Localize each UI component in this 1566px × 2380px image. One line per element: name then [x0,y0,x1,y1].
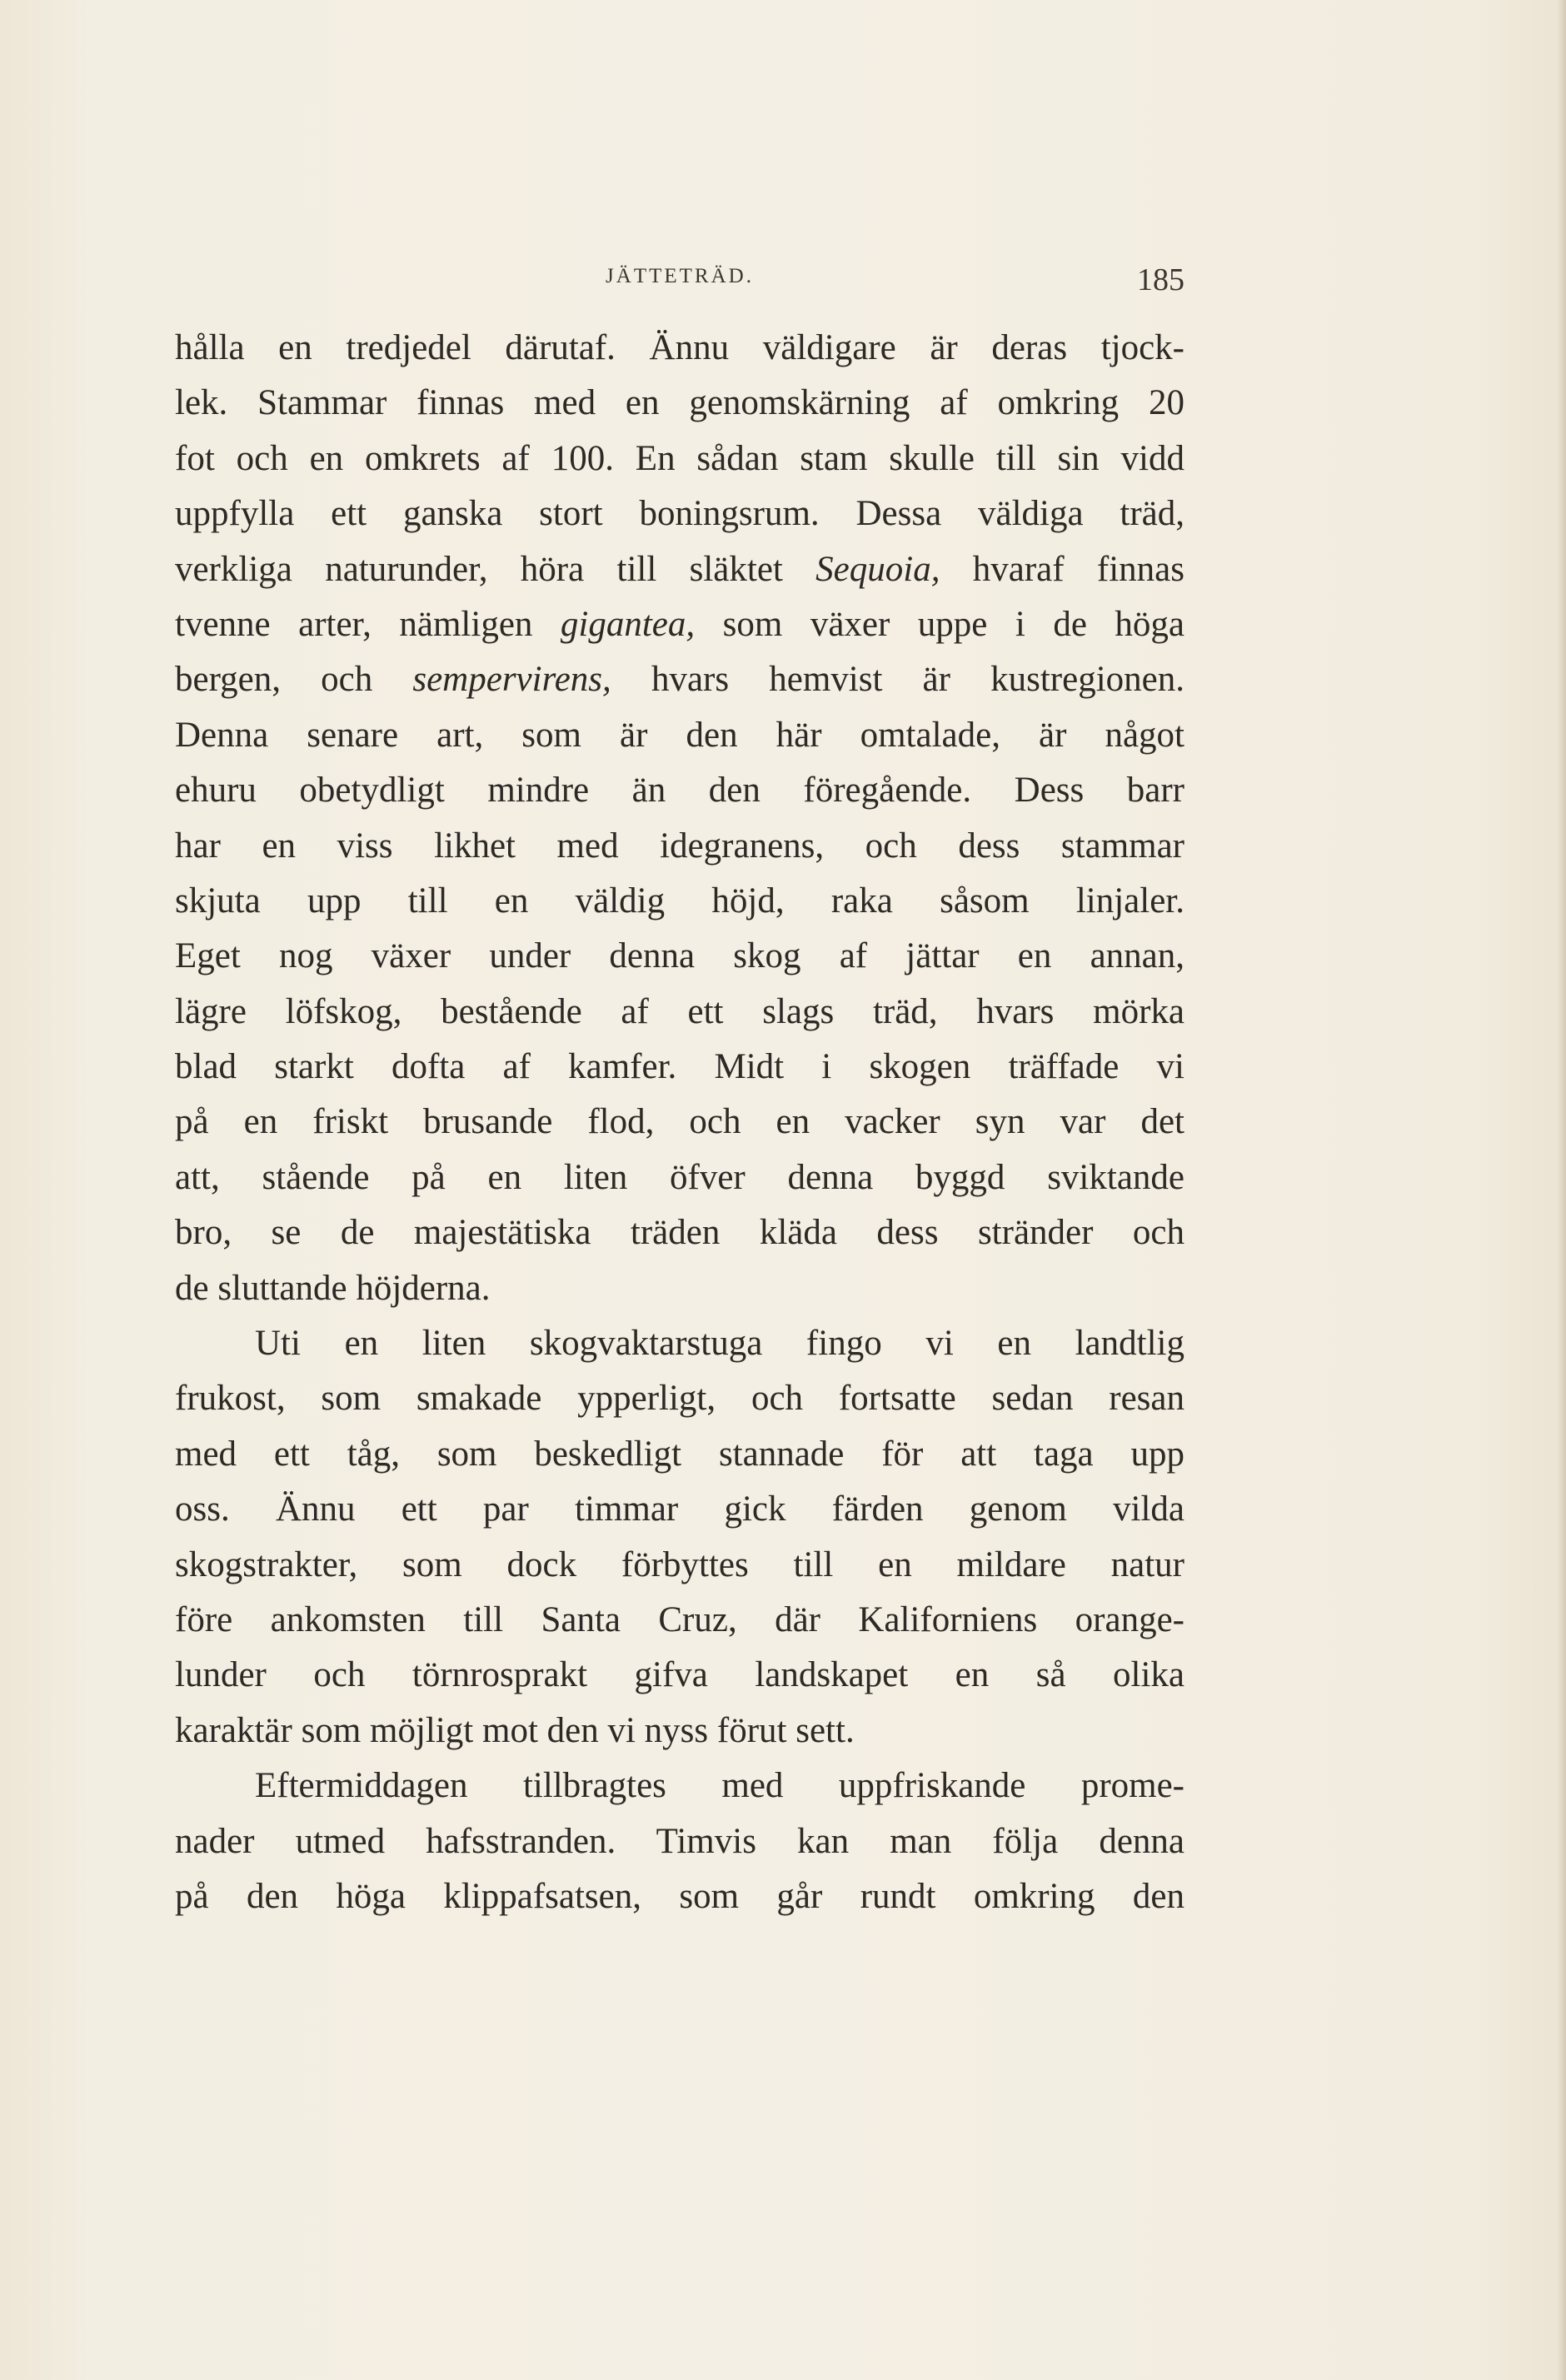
italic-species-name: sempervirens, [412,660,611,700]
text-segment: bergen, och [175,660,413,700]
text-line: frukost, som smakade ypperligt, och fortsatte sedan resan [175,1379,1184,1419]
text-segment: tvenne arter, nämligen [175,604,561,644]
running-title: JÄTTETRÄD. [606,265,754,287]
text-line [175,652,1184,707]
text-line: skogstrakter, som dock förbyttes till en mildare natur [175,1544,1184,1584]
text-line: blad starkt dofta af kamfer. Midt i skogen träffade vi [175,1047,1184,1087]
italic-genus-name: Sequoia, [815,549,940,589]
text-line: har en viss likhet med idegranens, och dess stammar [175,826,1184,866]
text-segment: hvars hemvist är kustregionen. [611,660,1184,700]
text-line: lek. Stammar finnas med en genomskärning af omkring 20 [175,383,1184,423]
text-segment: verkliga naturunder, höra till släktet [175,549,816,589]
text-line: nader utmed hafsstranden. Timvis kan man följa denna [175,1821,1184,1861]
italic-species-name: gigantea, [560,604,696,644]
text-line: lägre löfskog, bestående af ett slags träd, hvars mörka [175,991,1184,1031]
text-line: bro, se de majestätiska träden kläda dess stränder och [175,1213,1184,1253]
text-line: oss. Ännu ett par timmar gick färden genom vilda [175,1489,1184,1529]
page-header [175,262,1184,307]
text-segment: som växer uppe i de höga [695,604,1184,644]
body-text [175,321,1184,1924]
text-segment: hvaraf finnas [940,549,1184,589]
page-edge-shadow [1558,0,1566,2380]
text-line: fot och en omkrets af 100. En sådan stam skulle till sin vidd [175,438,1184,478]
text-line: skjuta upp till en väldig höjd, raka såsom linjaler. [175,881,1184,921]
text-line: Eget nog växer under denna skog af jättar en annan, [175,936,1184,976]
paragraph-first-line: Uti en liten skogvaktarstuga fingo vi en landtlig [255,1324,1184,1364]
text-line: på en friskt brusande flod, och en vacker syn var det [175,1102,1184,1142]
text-line: lunder och törnrosprakt gifva landskapet en så olika [175,1655,1184,1695]
text-line: ehuru obetydligt mindre än den föregående. Dess barr [175,771,1184,811]
text-line [175,597,1184,652]
text-line: karaktär som möjligt mot den vi nyss förut sett. [175,1710,855,1750]
text-line [175,542,1184,597]
text-line: på den höga klippafsatsen, som går rundt omkring den [175,1876,1184,1916]
text-line: hålla en tredjedel därutaf. Ännu väldigare är deras tjock- [175,328,1184,367]
text-line: med ett tåg, som beskedligt stannade för att taga upp [175,1434,1184,1474]
text-line: före ankomsten till Santa Cruz, där Kaliforniens orange- [175,1599,1184,1639]
text-line: att, stående på en liten öfver denna byggd sviktande [175,1157,1184,1197]
text-line: Denna senare art, som är den här omtalade, är något [175,715,1184,755]
page-number: 185 [1137,262,1184,297]
text-line: de sluttande höjderna. [175,1268,491,1308]
paragraph-first-line: Eftermiddagen tillbragtes med uppfriskande prome- [255,1766,1184,1806]
text-line: uppfylla ett ganska stort boningsrum. Dessa väldiga träd, [175,494,1184,534]
